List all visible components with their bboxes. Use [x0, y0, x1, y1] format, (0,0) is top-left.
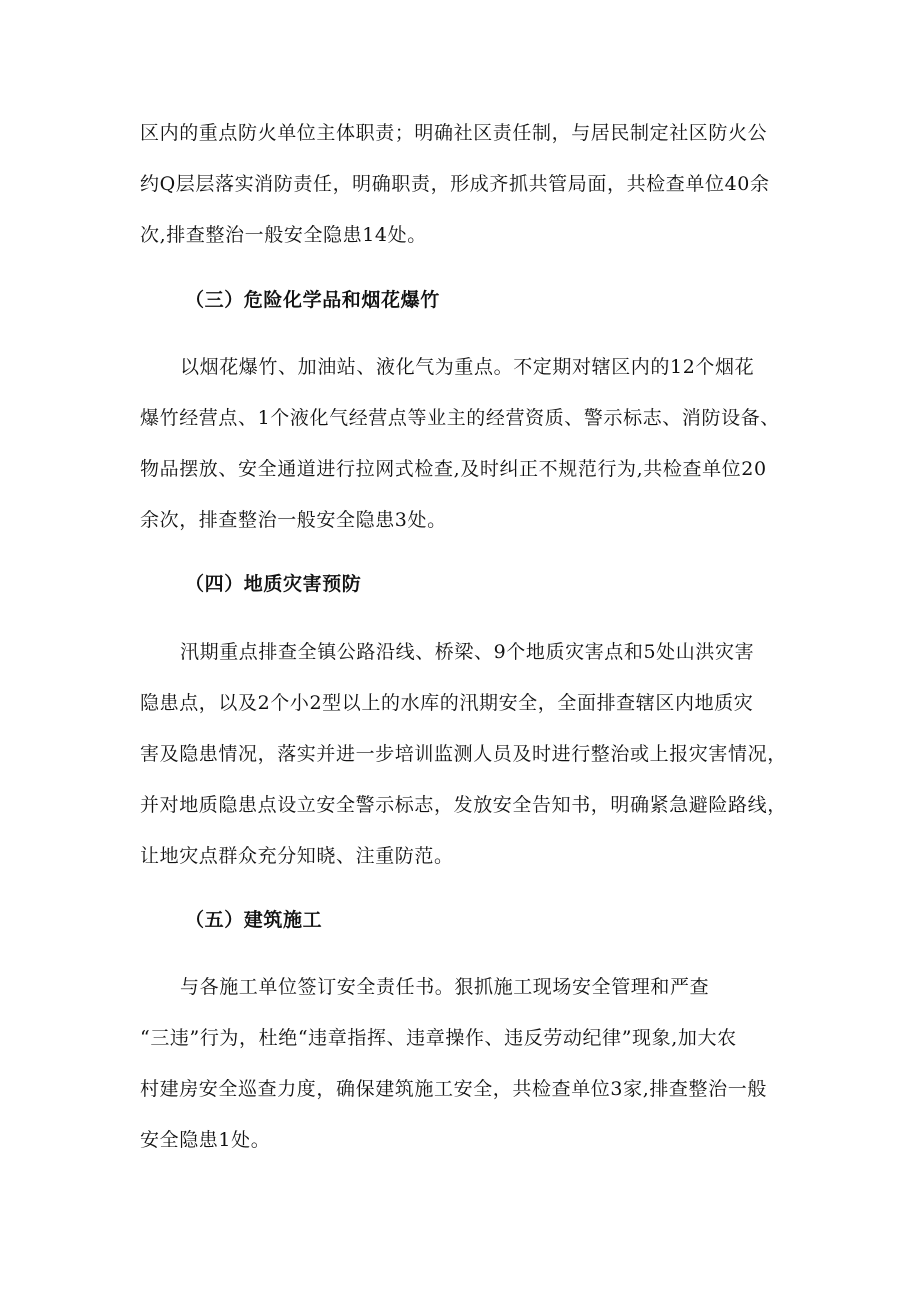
section-4-line-1: 汛期重点排查全镇公路沿线、桥梁、9个地质灾害点和5处山洪灾害 [180, 641, 755, 663]
section-5-line-3: 村建房安全巡查力度，确保建筑施工安全，共检查单位3家,排查整治一般 [140, 1078, 767, 1100]
section-5-line-1: 与各施工单位签订安全责任书。狠抓施工现场安全管理和严查 [180, 976, 710, 998]
section-4-line-4: 并对地质隐患点设立安全警示标志，发放安全告知书，明确紧急避险路线， [140, 794, 787, 816]
section-3-line-1: 以烟花爆竹、加油站、液化气为重点。不定期对辖区内的12个烟花 [180, 356, 755, 378]
section-heading-construction: （五）建筑施工 [185, 909, 323, 931]
section-4-line-3: 害及隐患情况，落实并进一步培训监测人员及时进行整治或上报灾害情况， [140, 743, 787, 765]
section-heading-geological-disaster: （四）地质灾害预防 [185, 573, 362, 595]
section-3-line-2: 爆竹经营点、1个液化气经营点等业主的经营资质、警示标志、消防设备、 [140, 407, 780, 429]
section-4-line-2: 隐患点，以及2个小2型以上的水库的汛期安全，全面排查辖区内地质灾 [140, 692, 754, 714]
section-5-line-4: 安全隐患1处。 [140, 1129, 271, 1151]
section-3-line-4: 余次，排查整治一般安全隐患3处。 [140, 509, 447, 531]
section-heading-hazardous-chemicals: （三）危险化学品和烟花爆竹 [185, 289, 440, 311]
section-5-line-2: “三违”行为，杜绝“违章指挥、违章操作、违反劳动纪律”现象,加大农 [140, 1027, 737, 1049]
section-3-line-3: 物品摆放、安全通道进行拉网式检查,及时纠正不规范行为,共检查单位20 [140, 458, 767, 480]
intro-line-1: 区内的重点防火单位主体职责；明确社区责任制，与居民制定社区防火公 [140, 122, 768, 144]
intro-line-3: 次,排查整治一般安全隐患14处。 [140, 224, 427, 246]
intro-line-2: 约Q层层落实消防责任，明确职责，形成齐抓共管局面，共检查单位40余 [140, 173, 770, 195]
section-4-line-5: 让地灾点群众充分知晓、注重防范。 [140, 845, 454, 867]
